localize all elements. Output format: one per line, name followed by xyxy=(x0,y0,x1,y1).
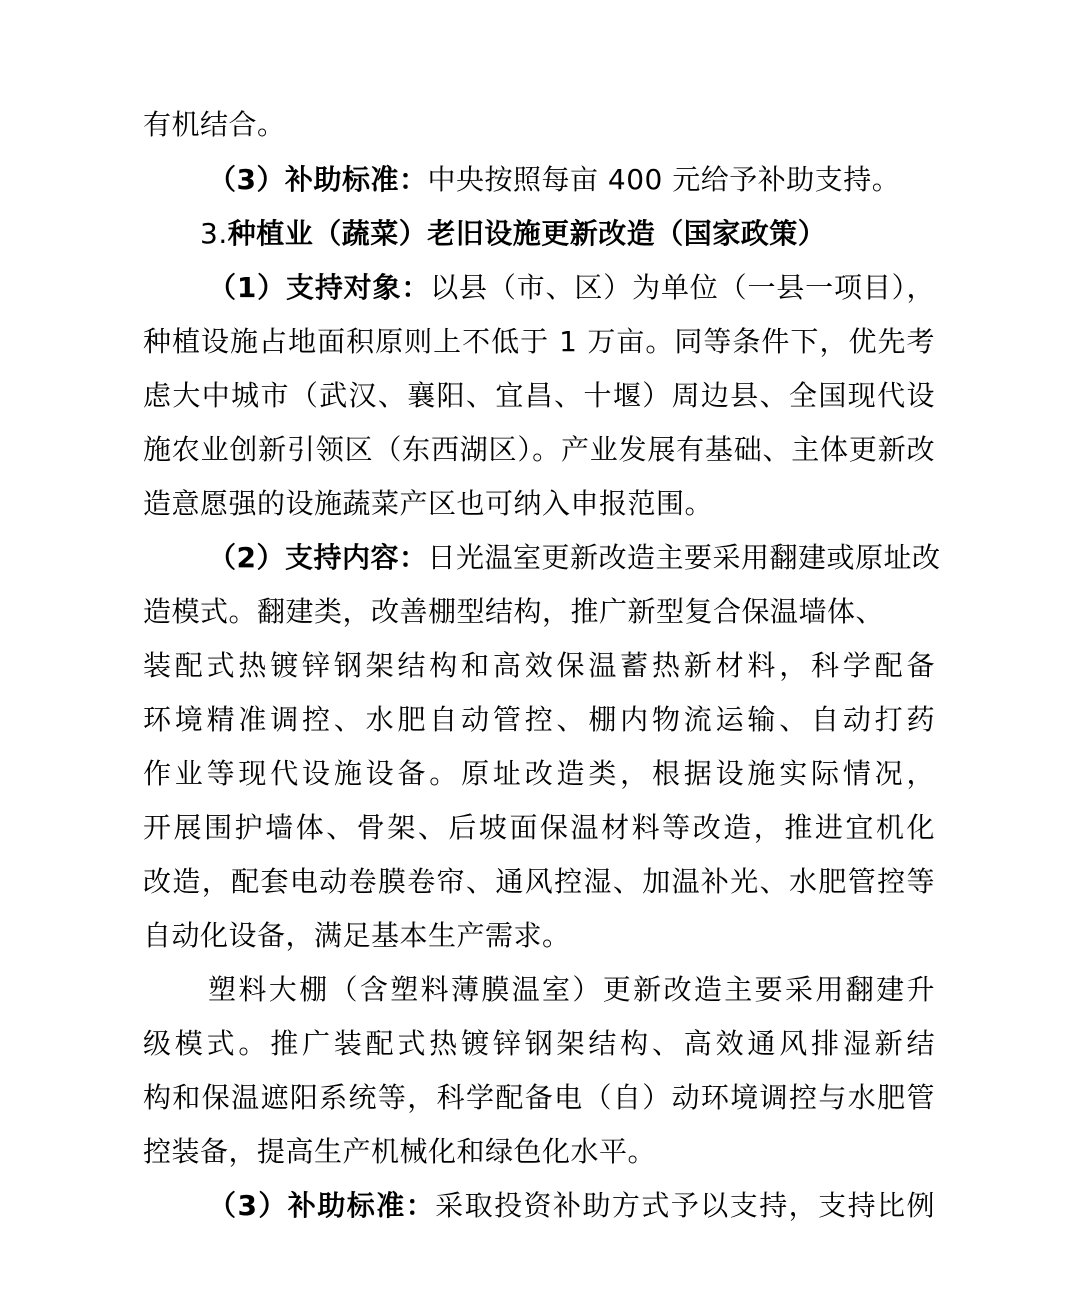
paragraph-line xyxy=(143,808,935,848)
section-heading xyxy=(200,214,1000,254)
line-text: 种植设施占地面积原则上不低于 1 万亩。同等条件下，优先考 xyxy=(143,325,935,358)
line-text: 改造，配套电动卷膜卷帘、通风控湿、加温补光、水肥管控等 xyxy=(143,865,935,898)
line-text: 装配式热镀锌钢架结构和高效保温蓄热新材料，科学配备 xyxy=(143,649,935,682)
paragraph-line xyxy=(143,376,935,416)
paragraph-line xyxy=(143,862,935,902)
paragraph-line xyxy=(143,754,935,794)
paragraph-line xyxy=(208,160,1008,200)
section-number: 3. xyxy=(200,217,228,250)
paragraph-line xyxy=(143,1024,935,1064)
line-text: 虑大中城市（武汉、襄阳、宜昌、十堰）周边县、全国现代设 xyxy=(143,379,935,412)
paragraph-line xyxy=(143,646,935,686)
line-text: 造模式。翻建类，改善棚型结构，推广新型复合保温墙体、 xyxy=(143,595,885,628)
line-text: 日光温室更新改造主要采用翻建或原址改 xyxy=(427,541,941,574)
line-heading: （2）支持内容： xyxy=(208,541,428,574)
paragraph-line xyxy=(143,430,935,470)
paragraph-line xyxy=(208,268,935,308)
line-text: 级模式。推广装配式热镀锌钢架结构、高效通风排湿新结 xyxy=(143,1027,935,1060)
line-text: 塑料大棚（含塑料薄膜温室）更新改造主要采用翻建升 xyxy=(208,973,935,1006)
line-text: 造意愿强的设施蔬菜产区也可纳入申报范围。 xyxy=(143,487,714,520)
line-text: 以县（市、区）为单位（一县一项目）， xyxy=(430,271,936,304)
line-text: 采取投资补助方式予以支持，支持比例 xyxy=(435,1189,935,1222)
paragraph-line xyxy=(143,322,935,362)
line-heading: （3）补助标准： xyxy=(208,1189,436,1222)
line-text: 中央按照每亩 400 元给予补助支持。 xyxy=(427,163,901,196)
paragraph-line xyxy=(143,105,943,145)
line-heading: （3）补助标准： xyxy=(208,163,428,196)
paragraph-line xyxy=(143,1078,935,1118)
paragraph-line xyxy=(208,1186,935,1226)
paragraph-line xyxy=(208,538,941,578)
line-text: 构和保温遮阳系统等，科学配备电（自）动环境调控与水肥管 xyxy=(143,1081,935,1114)
paragraph-line xyxy=(143,592,943,632)
line-heading: （1）支持对象： xyxy=(208,271,431,304)
paragraph-line xyxy=(143,1132,943,1172)
line-text: 有机结合。 xyxy=(143,108,286,141)
line-text: 作业等现代设施设备。原址改造类，根据设施实际情况， xyxy=(143,757,935,790)
paragraph-line xyxy=(208,970,935,1010)
section-title: 种植业（蔬菜）老旧设施更新改造（国家政策） xyxy=(227,217,827,250)
paragraph-line xyxy=(143,484,943,524)
paragraph-line xyxy=(143,916,943,956)
line-text: 控装备，提高生产机械化和绿色化水平。 xyxy=(143,1135,657,1168)
line-text: 开展围护墙体、骨架、后坡面保温材料等改造，推进宜机化 xyxy=(143,811,935,844)
line-text: 环境精准调控、水肥自动管控、棚内物流运输、自动打药 xyxy=(143,703,935,736)
line-text: 施农业创新引领区（东西湖区）。产业发展有基础、主体更新改 xyxy=(143,433,935,466)
line-text: 自动化设备，满足基本生产需求。 xyxy=(143,919,571,952)
paragraph-line xyxy=(143,700,935,740)
